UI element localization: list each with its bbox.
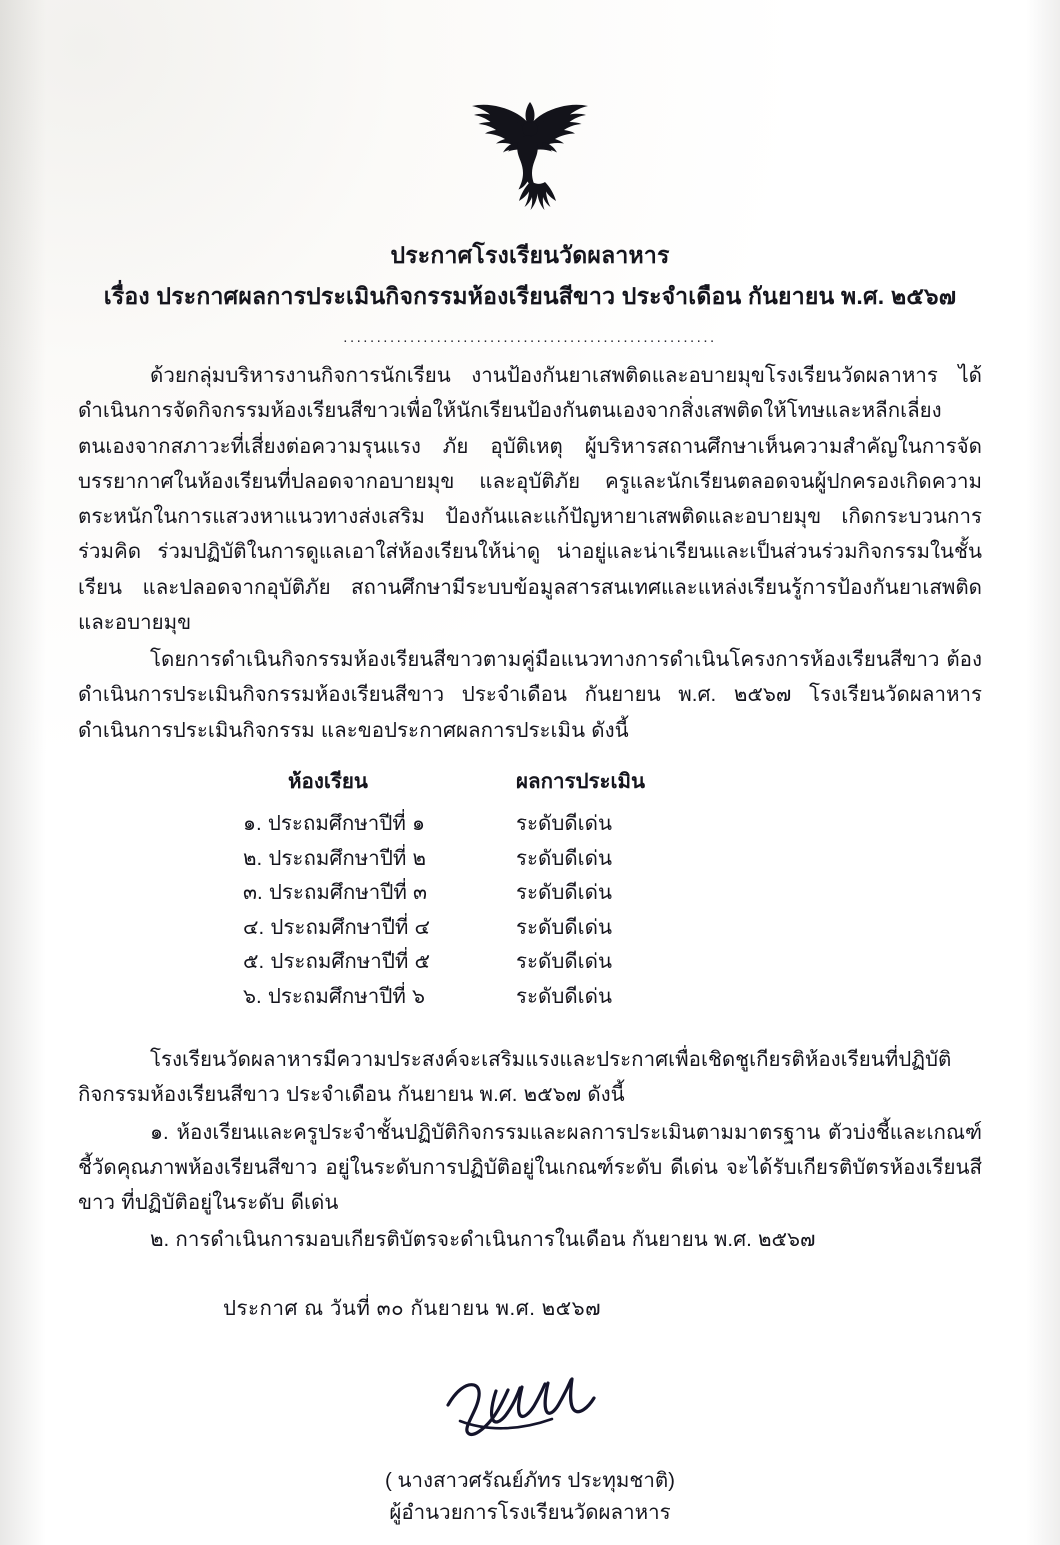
signature-scribble — [430, 1343, 630, 1453]
cell-classroom: ๓. ประถมศึกษาปีที่ ๓ — [243, 881, 428, 904]
column-header-result: ผลการประเมิน — [516, 769, 646, 793]
cell-result: ระดับดีเด่น — [516, 915, 612, 939]
paragraph-1: ด้วยกลุ่มบริหารงานกิจการนักเรียน งานป้องกันยาเสพติดและอบายมุขโรงเรียนวัดผลาหาร ได้ดำเนินการจัดกิจกรรมห้องเรียนสีขาวเพื่อให้นักเรียนป้องกันตนเองจากสิ่งเสพติดให้โทษและหลีกเลี่ยงตนเองจากสภาวะที่เสี่ยงต่อความรุนแรง ภัย อุบัติเหตุ ผู้บริหารสถานศึกษาเห็นความสำคัญในการจัดบรรยากาศในห้องเรียนที่ปลอดจากอบายมุข และอุบัติภัย ครูและนักเรียนตลอดจนผู้ปกครองเกิดความตระหนักในการแสวงหาแนวทางส่งเสริม ป้องกันและแก้ปัญหายาเสพติดและอบายมุข เกิดกระบวนการร่วมคิด ร่วมปฏิบัติในการดูแลเอาใส่ห้องเรียนให้น่าดู น่าอยู่และน่าเรียนและเป็นส่วนร่วมกิจกรรมในชั้นเรียน และปลอดจากอุบัติภัย สถานศึกษามีระบบข้อมูลสารสนเทศและแหล่งเรียนรู้การป้องกันยาเสพติดและอบายมุข — [78, 364, 982, 634]
cell-classroom: ๔. ประถมศึกษาปีที่ ๔ — [243, 915, 431, 939]
title-line-1: ประกาศโรงเรียนวัดผลาหาร — [390, 242, 670, 268]
cell-classroom: ๕. ประถมศึกษาปีที่ ๕ — [243, 950, 431, 973]
paragraph-3: โรงเรียนวัดผลาหารมีความประสงค์จะเสริมแรงและประกาศเพื่อเชิดชูเกียรติห้องเรียนที่ปฏิบัติกิจกรรมห้องเรียนสีขาว ประจำเดือน กันยายน พ.ศ. ๒๕๖๗ ดังนี้ — [78, 1048, 952, 1107]
cell-classroom: ๒. ประถมศึกษาปีที่ ๒ — [243, 846, 427, 870]
cell-result: ระดับดีเด่น — [516, 950, 612, 973]
table-row — [78, 807, 982, 842]
paragraph-4: ๑. ห้องเรียนและครูประจำชั้นปฏิบัติกิจกรรมและผลการประเมินตามมาตรฐาน ตัวบ่งชี้และเกณฑ์ชี้วัดคุณภาพห้องเรียนสีขาว อยู่ในระดับการปฏิบัติอยู่ในเกณฑ์ระดับ ดีเด่น จะได้รับเกียรติบัตรห้องเรียนสีขาว ที่ปฏิบัติอยู่ในระดับ ดีเด่น — [78, 1120, 982, 1214]
document-body — [78, 358, 982, 1258]
cell-result: ระดับดีเด่น — [516, 881, 612, 904]
table-row — [78, 911, 982, 946]
table-row — [78, 842, 982, 877]
signature-area — [78, 1343, 982, 1463]
cell-classroom: ๑. ประถมศึกษาปีที่ ๑ — [243, 812, 426, 835]
paragraph-2: โดยการดำเนินกิจกรรมห้องเรียนสีขาวตามคู่มือแนวทางการดำเนินโครงการห้องเรียนสีขาว ต้องดำเนินการประเมินกิจกรรมห้องเรียนสีขาว ประจำเดือน กันยายน พ.ศ. ๒๕๖๗ โรงเรียนวัดผลาหารดำเนินการประเมินกิจกรรม และขอประกาศผลการประเมิน ดังนี้ — [78, 648, 982, 742]
results-table-header — [78, 764, 982, 799]
document-title — [78, 238, 982, 313]
signature-role: ผู้อำนวยการโรงเรียนวัดผลาหาร — [389, 1501, 671, 1525]
signature-name: ( นางสาวศรัณย์ภัทร ประทุมชาติ) — [384, 1468, 675, 1492]
table-row — [78, 980, 982, 1015]
column-header-classroom: ห้องเรียน — [288, 769, 368, 793]
paragraph-5: ๒. การดำเนินการมอบเกียรติบัตรจะดำเนินการในเดือน กันยายน พ.ศ. ๒๕๖๗ — [150, 1228, 816, 1252]
garuda-emblem — [465, 0, 595, 214]
announcement-date: ประกาศ ณ วันที่ ๓๐ กันยายน พ.ศ. ๒๕๖๗ — [223, 1296, 602, 1320]
table-row — [78, 876, 982, 911]
cell-classroom: ๖. ประถมศึกษาปีที่ ๖ — [243, 984, 426, 1008]
title-line-2: เรื่อง ประกาศผลการประเมินกิจกรรมห้องเรียนสีขาว ประจำเดือน กันยายน พ.ศ. ๒๕๖๗ — [103, 282, 957, 309]
results-table-body — [78, 807, 982, 1014]
dotted-divider: ........................................................ — [343, 329, 717, 346]
cell-result: ระดับดีเด่น — [516, 812, 612, 835]
cell-result: ระดับดีเด่น — [516, 846, 612, 870]
table-row — [78, 945, 982, 980]
cell-result: ระดับดีเด่น — [516, 984, 612, 1008]
